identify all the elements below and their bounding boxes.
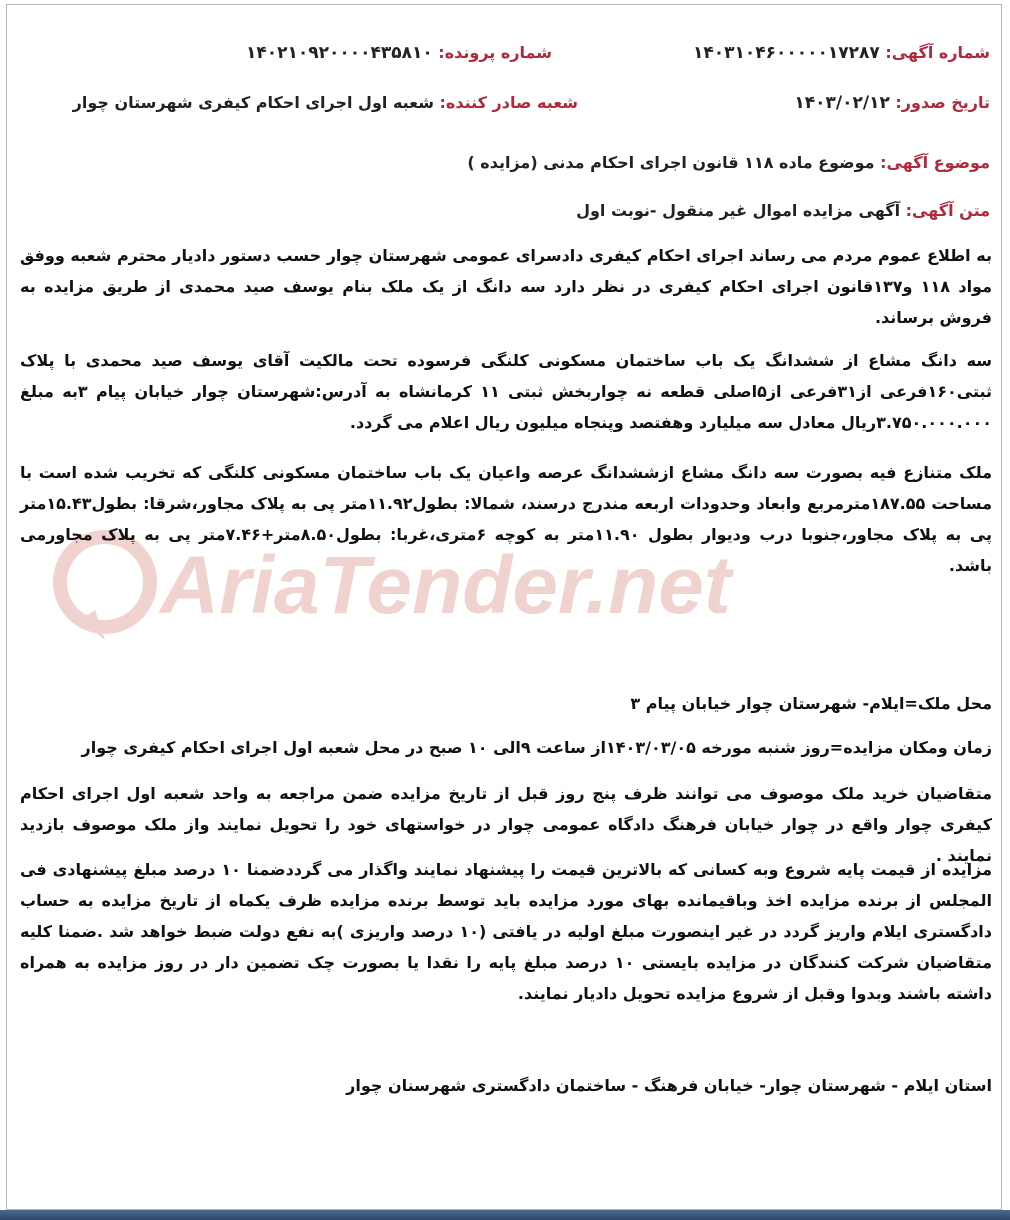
subject-row xyxy=(467,152,990,174)
notice-text-value: آگهی مزایده اموال غیر منقول -نوبت اول xyxy=(576,201,901,220)
subject-label: موضوع آگهی: xyxy=(880,153,990,172)
issuing-branch-value: شعبه اول اجرای احکام کیفری شهرستان چوار xyxy=(72,93,434,112)
ad-number-label: شماره آگهی: xyxy=(885,43,990,62)
subject-value: موضوع ماده ۱۱۸ قانون اجرای احکام مدنی (مزایده ) xyxy=(467,153,875,172)
case-number-label: شماره پرونده: xyxy=(438,43,552,62)
applicants-visit-paragraph: متقاضیان خرید ملک موصوف می توانند ظرف پنج روز قبل از تاریخ مزایده ضمن مراجعه به واحد شعبه اول اجرای احکام کیفری چوار واقع در چوار خیابان فرهنگ دادگاه عمومی چوار در خواستهای خود را تحویل نمایند واز ملک موصوف بازدید نمایند . xyxy=(20,784,992,865)
property-description-paragraph: سه دانگ مشاع از ششدانگ یک باب ساختمان مسکونی کلنگی فرسوده تحت مالکیت آقای یوسف صید محمدی با پلاک ثبتی۱۶۰فرعی از۳۱فرعی از۵اصلی قطعه نه چواربخش ثبتی ۱۱ کرمانشاه به آدرس:شهرستان چوار خیابان پیام ۳به مبلغ ۳.۷۵۰.۰۰۰.۰۰۰ریال معادل سه میلیارد وهفتصد وپنجاه میلیون ریال اعلام می گردد. xyxy=(20,351,993,432)
notice-frame xyxy=(6,4,1002,1210)
ad-number-value: ۱۴۰۳۱۰۴۶۰۰۰۰۰۱۷۲۸۷ xyxy=(693,43,880,63)
notice-text-label: متن آگهی: xyxy=(905,201,990,220)
bottom-bar xyxy=(0,1210,1010,1220)
issue-date-value: ۱۴۰۳/۰۲/۱۲ xyxy=(794,93,890,113)
issue-date-label: تاریخ صدور: xyxy=(895,93,990,112)
issuing-branch-label: شعبه صادر کننده: xyxy=(439,93,578,112)
address-footer-paragraph: استان ایلام - شهرستان چوار- خیابان فرهنگ - ساختمان دادگستری شهرسنان چوار xyxy=(346,1076,992,1095)
case-number-value: ۱۴۰۲۱۰۹۲۰۰۰۰۴۳۵۸۱۰ xyxy=(245,43,433,63)
auction-time-place-paragraph: زمان ومکان مزایده=روز شنبه مورخه ۱۴۰۳/۰۳/۰۵از ساعت ۹الی ۱۰ صبح در محل شعبه اول اجرای احکام کیفری چوار xyxy=(81,738,992,757)
svg-text:AriaTender.net: AriaTender.net xyxy=(160,540,732,631)
issuing-branch-row xyxy=(73,92,578,114)
ad-number-row xyxy=(693,42,990,64)
case-number-row xyxy=(246,42,552,64)
announcement-paragraph: به اطلاع عموم مردم می رساند اجرای احکام کیفری دادسرای عمومی شهرستان چوار حسب دستور دادیار محترم شعبه ووفق مواد ۱۱۸ و۱۳۷قانون اجرای احکام کیفری در نظر دارد سه دانگ از یک ملک بنام یوسف صید محمدی از طریق مزایده به فروش برساند. xyxy=(20,246,992,327)
property-location-paragraph: محل ملک=ایلام- شهرستان چوار خیابان پیام ۳ xyxy=(630,694,992,713)
property-boundaries-paragraph: ملک متنازع فیه بصورت سه دانگ مشاع ازششدانگ عرصه واعیان یک باب ساختمان مسکونی کلنگی که تخریب شده است با مساحت ۱۸۷.۵۵مترمربع وابعاد وحدودات اربعه مندرج درسند، شمالا: بطول۱۱.۹۲متر پی به پلاک مجاور،شرقا: بطول۱۵.۴۳متر پی به پلاک مجاور،جنوبا درب ودیوار بطول ۱۱.۹۰متر به کوچه ۶متری،غربا: بطول۸.۵۰متر+۷.۴۶متر پی به پلاک مجاورمی باشد. xyxy=(20,463,992,575)
issue-date-row xyxy=(794,92,990,114)
auction-terms-paragraph: مزایده از قیمت پایه شروع وبه کسانی که بالاترین قیمت را پیشنهاد نمایند واگذار می گرددضمنا ۱۰ درصد مبلغ پیشنهادی فی المجلس از برنده مزایده اخذ وباقیمانده بهای مورد مزایده باید توسط برنده مزایده ظرف یکماه از تاریخ مزایده به حساب دادگستری ایلام واریز گردد در غیر اینصورت مبلغ اولیه در یافتی (۱۰ درصد واریزی )به نفع دولت ضبط خواهد شد .ضمنا کلیه متقاضیان شرکت کنندگان در مزایده بایستی ۱۰ درصد مبلغ پایه را نقدا یا بصورت چک تضمین دار در روز مزایده به همراه داشته باشند وبدوا وقبل از شروع مزایده تحویل دادیار نمایند. xyxy=(20,860,993,1003)
notice-text-row xyxy=(576,200,990,222)
